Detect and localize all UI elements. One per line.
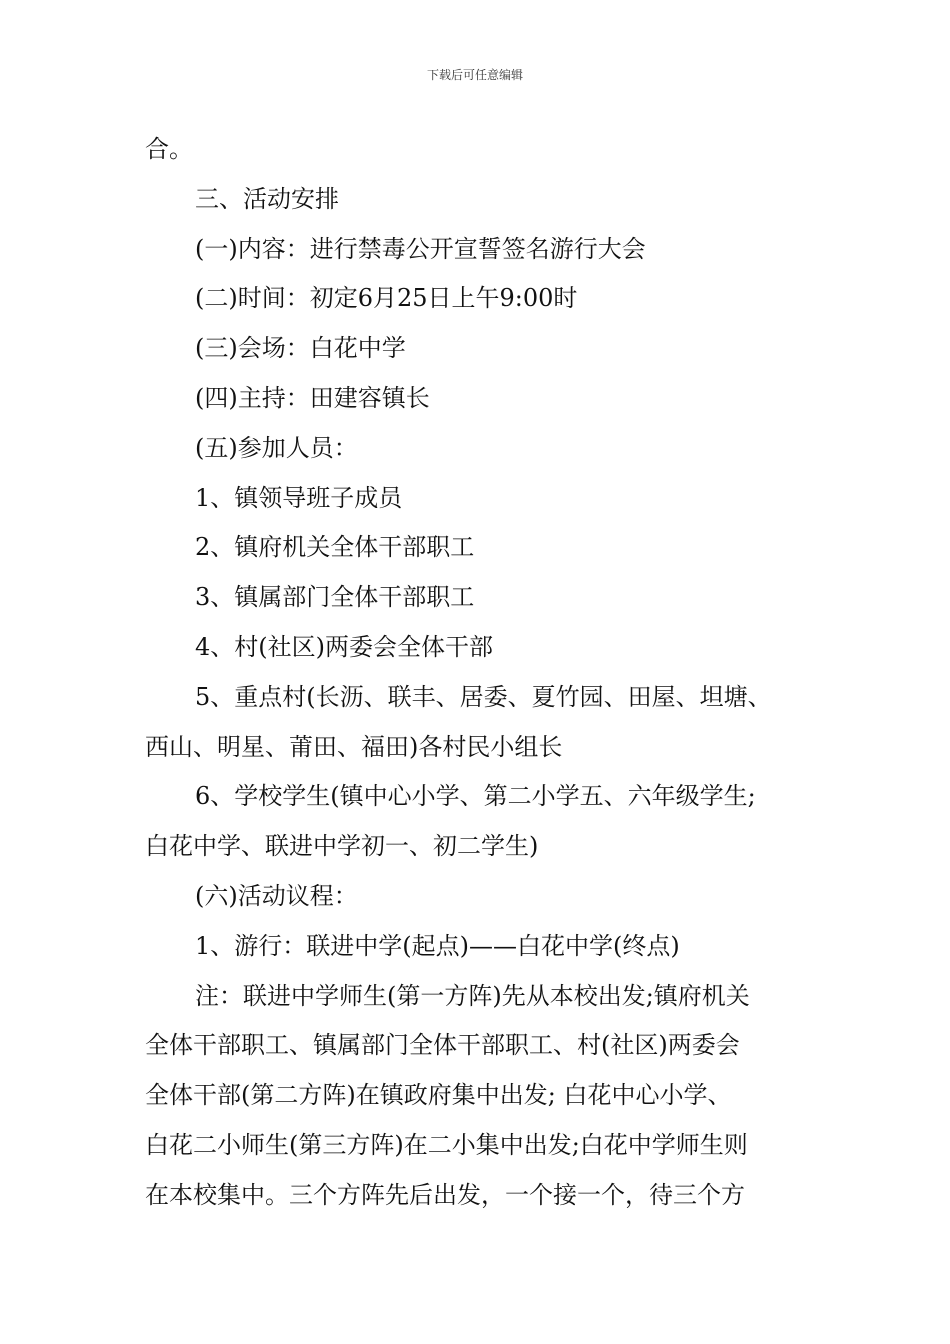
note-line: 全体干部职工、镇属部门全体干部职工、村(社区)两委会 bbox=[145, 1031, 740, 1060]
item-host: (四)主持：田建容镇长 bbox=[195, 383, 430, 412]
participant-3: 3、镇属部门全体干部职工 bbox=[195, 583, 475, 612]
participant-6: 6、学校学生(镇中心小学、第二小学五、六年级学生; bbox=[195, 782, 756, 811]
item-content: (一)内容：进行禁毒公开宣誓签名游行大会 bbox=[195, 234, 646, 263]
item-participants: (五)参加人员： bbox=[195, 433, 358, 462]
note-line: 全体干部(第二方阵)在镇政府集中出发; 白花中心小学、 bbox=[145, 1081, 732, 1110]
note-line: 注：联进中学师生(第一方阵)先从本校出发;镇府机关 bbox=[195, 981, 750, 1010]
participant-5-continued: 西山、明星、莆田、福田)各村民小组长 bbox=[145, 732, 563, 761]
note-line: 白花二小师生(第三方阵)在二小集中出发;白花中学师生则 bbox=[145, 1130, 748, 1159]
participant-5: 5、重点村(长沥、联丰、居委、夏竹园、田屋、坦塘、 bbox=[195, 682, 772, 711]
item-time: (二)时间：初定6月25日上午9:00时 bbox=[195, 284, 578, 313]
participant-2: 2、镇府机关全体干部职工 bbox=[195, 533, 475, 562]
section-heading-activity-arrangement: 三、活动安排 bbox=[195, 184, 339, 213]
participant-1: 1、镇领导班子成员 bbox=[195, 483, 403, 512]
agenda-1-parade: 1、游行：联进中学(起点)——白花中学(终点) bbox=[195, 931, 680, 960]
participant-4: 4、村(社区)两委会全体干部 bbox=[195, 632, 493, 661]
document-body bbox=[145, 125, 825, 1221]
paragraph-line: 合。 bbox=[145, 135, 193, 163]
item-venue: (三)会场：白花中学 bbox=[195, 334, 406, 363]
page-header: 下载后可任意编辑 bbox=[426, 68, 523, 82]
note-line: 在本校集中。三个方阵先后出发，一个接一个，待三个方 bbox=[145, 1180, 745, 1209]
participant-6-continued: 白花中学、联进中学初一、初二学生) bbox=[145, 832, 539, 861]
item-agenda: (六)活动议程： bbox=[195, 881, 358, 910]
